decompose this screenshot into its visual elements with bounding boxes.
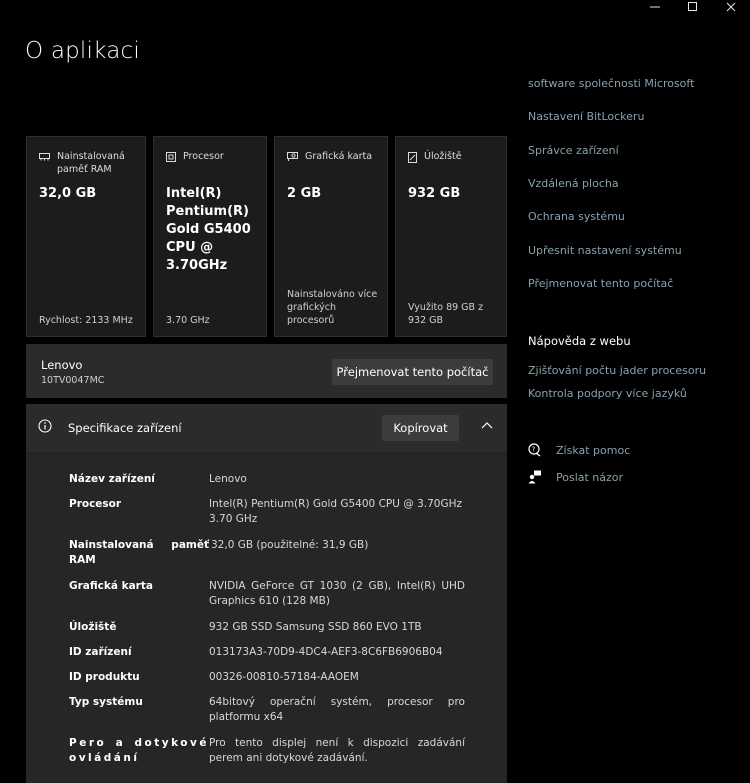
card-graphics [274, 136, 388, 337]
spec-value: Intel(R) Pentium(R) Gold G5400 CPU @ 3.70GHz 3.70 GHz [209, 498, 463, 525]
close-icon [726, 2, 736, 12]
get-help-icon [528, 443, 542, 457]
spec-label: Procesor [69, 498, 122, 510]
spec-row [69, 472, 465, 487]
link-cpu-cores[interactable]: Zjišťování počtu jader procesoru [528, 364, 707, 377]
card-label: Úložiště [424, 151, 462, 162]
link-system-protection[interactable]: Ochrana systému [528, 210, 625, 223]
spec-label: Grafická karta [69, 580, 153, 592]
maximize-icon [688, 2, 698, 12]
card-value: 32,0 GB [39, 186, 97, 201]
card-label: Grafická karta [305, 151, 373, 162]
spec-row [69, 620, 465, 635]
card-label: Procesor [183, 151, 224, 162]
card-footer: Nainstalováno více grafických procesorů [287, 289, 378, 326]
svg-text:?: ? [531, 445, 536, 454]
spec-row [69, 538, 465, 568]
get-help-label: Získat pomoc [556, 443, 631, 457]
link-language-support[interactable]: Kontrola podpory více jazyků [528, 387, 687, 400]
spec-value: Lenovo [209, 473, 247, 485]
chevron-up-icon[interactable] [481, 421, 493, 429]
spec-value: 00326-00810-57184-AAOEM [209, 671, 359, 683]
card-value: 2 GB [287, 186, 322, 201]
spec-title: Specifikace zařízení [68, 421, 182, 435]
link-advanced-system-settings[interactable]: Upřesnit nastavení systému [528, 244, 682, 257]
device-name: Lenovo [41, 358, 83, 372]
spec-label: Název zařízení [69, 473, 155, 485]
send-feedback-label: Poslat názor [556, 470, 624, 484]
card-value: 932 GB [408, 186, 461, 201]
copy-button[interactable]: Kopírovat [382, 415, 459, 441]
spec-value: 932 GB SSD Samsung SSD 860 EVO 1TB [209, 621, 422, 633]
spec-label: Typ systému [69, 696, 143, 708]
link-rename-pc[interactable]: Přejmenovat tento počítač [528, 277, 674, 290]
maximize-button[interactable] [674, 0, 712, 14]
window-controls [636, 0, 750, 14]
spec-header[interactable] [26, 404, 507, 453]
card-ram [26, 136, 146, 337]
spec-value: 32,0 GB (použitelné: 31,9 GB) [211, 539, 369, 551]
spec-row [69, 497, 465, 527]
storage-icon [408, 152, 417, 163]
page-title: O aplikaci [25, 38, 140, 64]
link-microsoft-software[interactable]: software společnosti Microsoft [528, 77, 695, 90]
spec-value: 64bitový operační systém, procesor pro platformu x64 [209, 696, 465, 723]
link-bitlocker-settings[interactable]: Nastavení BitLockeru [528, 110, 645, 123]
card-footer: Rychlost: 2133 MHz [39, 315, 133, 326]
spec-value: Pro tento displej není k dispozici zadávání perem ani dotykové zadávání. [209, 737, 465, 764]
device-bar [26, 344, 507, 398]
card-footer: Využito 89 GB z 932 GB [408, 302, 484, 326]
get-help-link[interactable] [528, 443, 630, 457]
rename-pc-button[interactable]: Přejmenovat tento počítač [332, 359, 493, 385]
info-icon [38, 419, 52, 433]
spec-label: ID produktu [69, 671, 140, 683]
processor-icon [166, 152, 176, 162]
device-model: 10TV0047MC [41, 375, 105, 386]
card-footer: 3.70 GHz [166, 315, 210, 326]
link-remote-desktop[interactable]: Vzdálená plocha [528, 177, 619, 190]
card-value: Intel(R) Pentium(R) Gold G5400 CPU @ 3.70GHz [166, 186, 251, 273]
memory-icon [39, 152, 50, 161]
spec-label: Nainstalovaná paměť RAM [69, 539, 209, 566]
minimize-icon [650, 2, 660, 12]
spec-value: 013173A3-70D9-4DC4-AEF3-8C6FB6906B04 [209, 646, 443, 658]
spec-row [69, 736, 465, 766]
device-specifications [26, 404, 507, 783]
spec-row [69, 579, 465, 609]
card-label: Nainstalovaná paměť RAM [57, 151, 125, 175]
feedback-icon [528, 470, 542, 484]
card-processor [153, 136, 267, 337]
spec-row [69, 695, 465, 725]
graphics-card-icon [287, 152, 298, 161]
spec-label: Úložiště [69, 621, 117, 633]
spec-label: ID zařízení [69, 646, 132, 658]
card-storage [395, 136, 507, 337]
link-device-manager[interactable]: Správce zařízení [528, 144, 619, 157]
minimize-button[interactable] [636, 0, 674, 14]
send-feedback-link[interactable] [528, 470, 623, 484]
spec-body [26, 453, 507, 783]
spec-label: Pero a dotykové ovládání [69, 737, 209, 764]
spec-row [69, 645, 465, 660]
spec-row [69, 670, 465, 685]
close-button[interactable] [712, 0, 750, 14]
spec-value: NVIDIA GeForce GT 1030 (2 GB), Intel(R) UHD Graphics 610 (128 MB) [209, 580, 465, 607]
web-help-heading: Nápověda z webu [528, 334, 631, 348]
